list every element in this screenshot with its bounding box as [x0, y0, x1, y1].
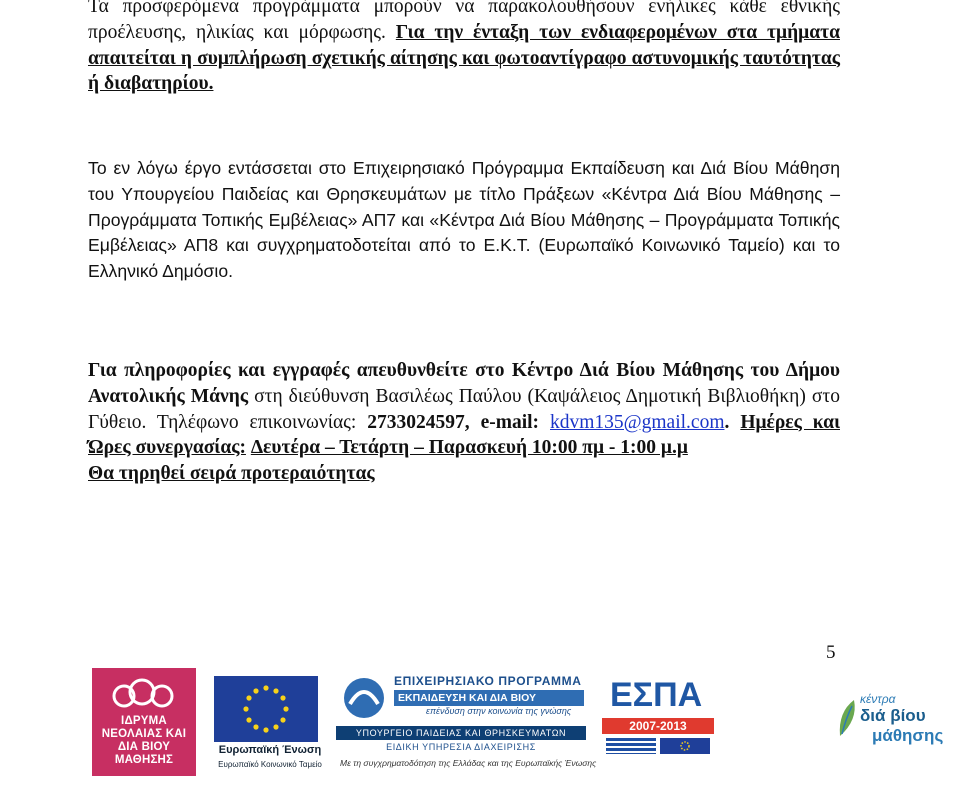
kdvm-line1: κέντρα: [860, 692, 896, 706]
paragraph-funding: [88, 156, 840, 285]
phone-text: 2733024597, e-mail:: [367, 411, 540, 433]
espa-title: ΕΣΠΑ: [610, 676, 703, 714]
program-title: ΕΠΙΧΕΙΡΗΣΙΑΚΟ ΠΡΟΓΡΑΜΜΑ: [394, 674, 582, 688]
page-number: 5: [826, 642, 836, 663]
ministry-name: ΥΠΟΥΡΓΕΙΟ ΠΑΙΔΕΙΑΣ ΚΑΙ ΘΡΗΣΚΕΥΜΑΤΩΝ: [336, 726, 586, 740]
eligibility-text: Τα προσφερόμενα προγράμματα μπορούν να παρακολουθήσουν ενήλικες κάθε εθνικής προέλευσης, ηλικίας και μόρφωσης.: [88, 0, 840, 43]
eu-flag-icon: [214, 676, 318, 742]
inedivim-logo: [92, 668, 196, 776]
kdvm-line2: διά βίου: [860, 706, 926, 725]
kdvm-line3: μάθησης: [872, 726, 944, 745]
paragraph-eligibility: [88, 0, 840, 97]
email-link[interactable]: kdvm135@gmail.com: [550, 411, 725, 433]
funding-note: Με τη συγχρηματοδότηση της Ελλάδας και της Ευρωπαϊκής Ένωσης: [340, 758, 597, 768]
agency-name: ΕΙΔΙΚΗ ΥΠΗΡΕΣΙΑ ΔΙΑΧΕΙΡΙΣΗΣ: [386, 742, 536, 752]
espa-logo: [602, 670, 714, 756]
heads-icon: [112, 676, 178, 714]
funding-text: Το εν λόγω έργο εντάσσεται στο Επιχειρησιακό Πρόγραμμα Εκπαίδευση και Διά Βίου Μάθηση του Υπουργείου Παιδείας και Θρησκευμάτων με τίτλο Πράξεων «Κέντρα Διά Βίου Μάθησης – Προγράμματα Τοπικής Εμβέλειας» ΑΠ7 και «Κέντρα Διά Βίου Μάθησης – Προγράμματα Τοπικής Εμβέλειας» ΑΠ8 και συγχρηματοδοτείται από το Ε.Κ.Τ. (Ευρωπαϊκό Κοινωνικό Ταμείο) και το Ελληνικό Δημόσιο.: [88, 158, 840, 282]
address-text: στη διεύθυνση Βασιλέως Παύλου (Καψάλειος Δημοτική Βιβλιοθήκη) στο Γύθειο. Τηλέφωνο επικοινωνίας:: [88, 385, 840, 433]
paragraph-contact: [88, 358, 840, 487]
hours-value: Δευτέρα – Τετάρτη – Παρασκευή 10:00 πμ - 1:00 μ.μ: [250, 437, 688, 459]
hours-label: Ημέρες και Ώρες συνεργασίας:: [88, 411, 840, 459]
program-emblem-icon: [340, 674, 388, 722]
requirements-text: Για την ένταξη των ενδιαφερομένων στα τμήματα απαιτείται η συμπλήρωση σχετικής αίτησης και φωτοαντίγραφο αστυνομικής ταυτότητας ή διαβατηρίου.: [88, 21, 840, 95]
operational-program-logo: [336, 668, 588, 756]
priority-note: Θα τηρηθεί σειρά προτεραιότητας: [88, 463, 375, 485]
espa-years: 2007-2013: [602, 718, 714, 734]
eu-subcaption: Ευρωπαϊκό Κοινωνικό Ταμείο: [218, 760, 322, 769]
eu-caption: Ευρωπαϊκή Ένωση: [218, 744, 322, 756]
contact-intro: Για πληροφορίες και εγγραφές απευθυνθείτε στο Κέντρο Διά Βίου Μάθησης του Δήμου Ανατολικής Μάνης: [88, 360, 840, 407]
program-motto: επένδυση στην κοινωνία της γνώσης: [426, 706, 572, 716]
period-text: .: [724, 411, 741, 433]
kdvm-logo: [836, 690, 954, 754]
leaf-icon: [836, 698, 858, 738]
program-name: ΕΚΠΑΙΔΕΥΣΗ ΚΑΙ ΔΙΑ ΒΙΟΥ ΜΑΘΗΣΗ: [394, 690, 584, 706]
flags-icon: [606, 738, 710, 754]
eu-logo: [206, 668, 334, 780]
inedivim-name: ΙΔΡΥΜΑ ΝΕΟΛΑΙΑΣ ΚΑΙ ΔΙΑ ΒΙΟΥ ΜΑΘΗΣΗΣ: [101, 715, 187, 766]
